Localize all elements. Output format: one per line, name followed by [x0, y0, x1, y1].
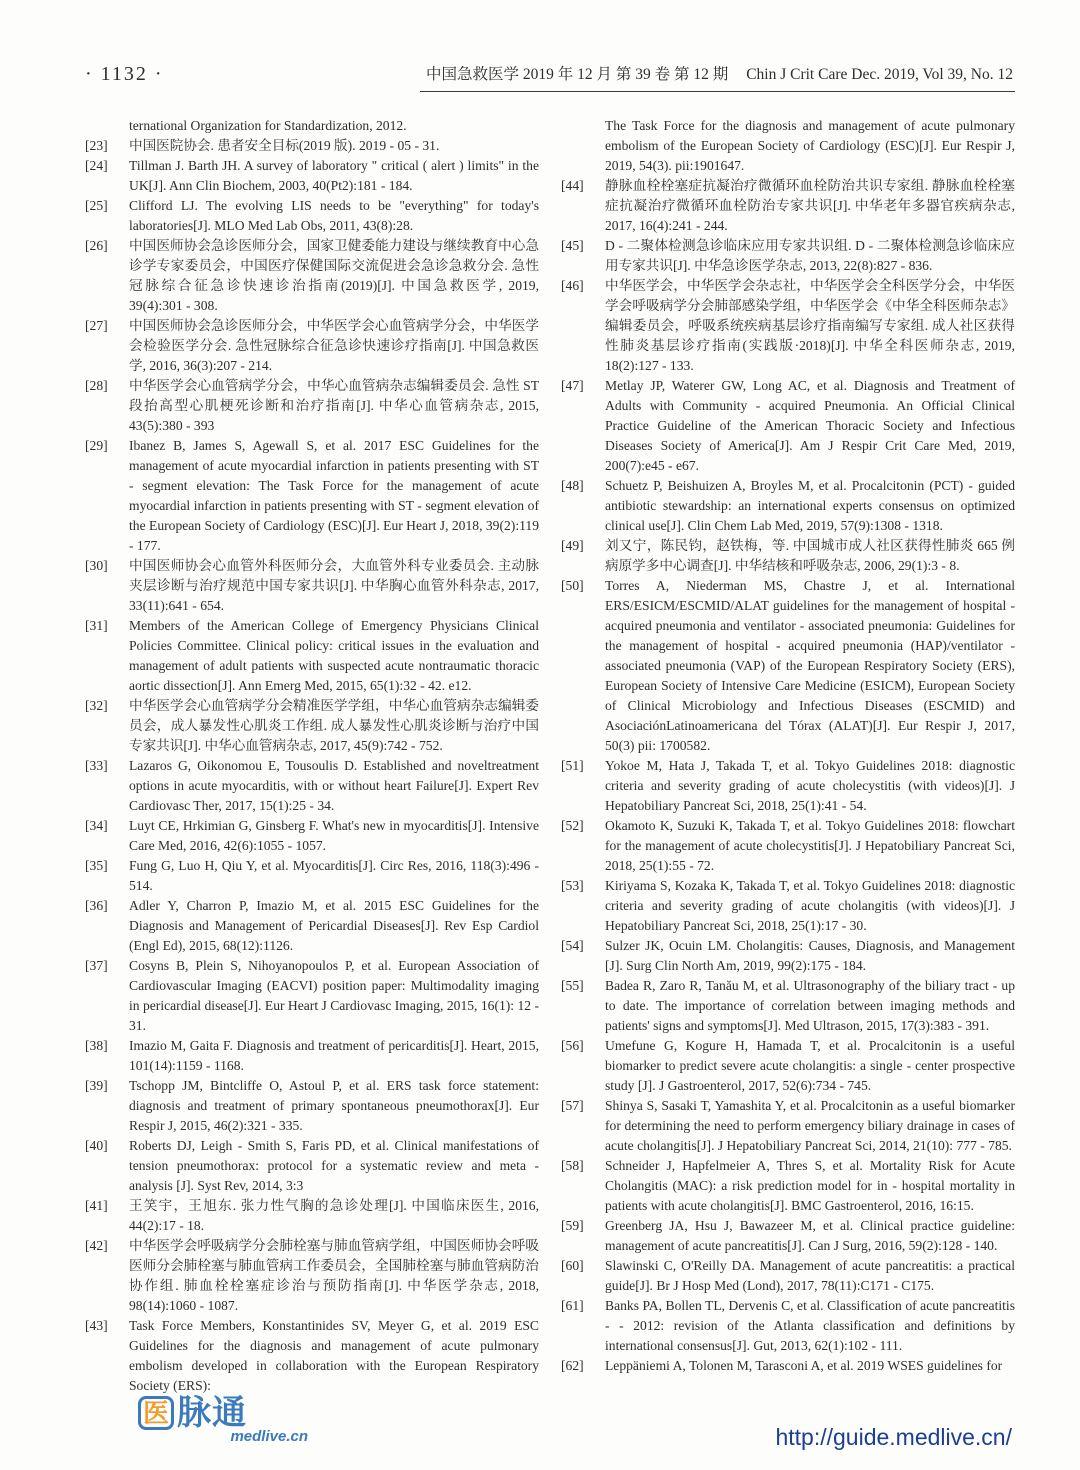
table-row [85, 756, 539, 816]
reference-number: [37] [85, 958, 108, 973]
reference-text: 中华医学会呼吸病学分会肺栓塞与肺血管病学组，中国医师协会呼吸医师分会肺栓塞与肺血管病工作委员会，全国肺栓塞与肺血管病防治协作组. 肺血栓栓塞症诊治与预防指南[J]. 中华医学杂志, 2018, 98(14):1060 - 1087. [129, 1238, 539, 1313]
reference-number: [54] [561, 938, 584, 953]
reference-text: 刘又宁，陈民钧，赵铁梅，等. 中国城市成人社区获得性肺炎 665 例病原学多中心调查[J]. 中华结核和呼吸杂志, 2006, 29(1):3 - 8. [605, 538, 1015, 573]
reference-text: D - 二聚体检测急诊临床应用专家共识组. D - 二聚体检测急诊临床应用专家共识[J]. 中华急诊医学杂志, 2013, 22(8):827 - 836. [605, 238, 1015, 273]
reference-text: Cosyns B, Plein S, Nihoyanopoulos P, et al. European Association of Cardiovascular Imaging (EACVI) position paper: Multimodality imaging in pericardial disease[J]. Eur Heart J Cardiovasc Imaging, 2015, 16(1): 12 - 31. [129, 958, 539, 1033]
reference-text: The Task Force for the diagnosis and management of acute pulmonary embolism of the European Society of Cardiology (ESC)[J]. Eur Respir J, 2019, 54(3). pii:1901647. [605, 118, 1015, 173]
table-row [85, 1036, 539, 1076]
table-row [561, 276, 1015, 376]
reference-text: Torres A, Niederman MS, Chastre J, et al. International ERS/ESICM/ESCMID/ALAT guidelines for the management of hospital - acquired pneumonia and ventilator - associated pneumonia: Guidelines for the management of hospital - acquired pneumonia (HAP)/ventilator - associated pneumonia (VAP) of the European Respiratory Society (ERS), European Society of Intensive Care Medicine (ESICM), European Society of Clinical Microbiology and Infectious Diseases (ESCMID) and AsociaciónLatinoamericana del Tórax (ALAT)[J]. Eur Respir J, 2017, 50(3) pii: 1700582. [605, 578, 1015, 753]
reference-text: 中华医学会心血管病学分会精准医学学组，中华心血管病杂志编辑委员会，成人暴发性心肌炎工作组. 成人暴发性心肌炎诊断与治疗中国专家共识[J]. 中华心血管病杂志, 2017, 45(9):742 - 752. [129, 698, 539, 753]
reference-number: [62] [561, 1358, 584, 1373]
reference-number [561, 116, 595, 176]
table-row [561, 1036, 1015, 1096]
reference-text: Members of the American College of Emergency Physicians Clinical Policies Committee. Clinical policy: critical issues in the evaluation and management of adult patients with suspected acute nontraumatic thoracic aortic dissection[J]. Ann Emerg Med, 2015, 65(1):32 - 42. e12. [129, 618, 539, 693]
reference-text: Roberts DJ, Leigh - Smith S, Faris PD, et al. Clinical manifestations of tension pneumothorax: protocol for a systematic review and meta - analysis [J]. Syst Rev, 2014, 3:3 [129, 1138, 539, 1193]
reference-columns [85, 116, 1015, 1396]
reference-number: [27] [85, 318, 108, 333]
reference-number: [28] [85, 378, 108, 393]
reference-number: [31] [85, 618, 108, 633]
table-row [561, 116, 1015, 176]
reference-number: [60] [561, 1258, 584, 1273]
reference-text: Sulzer JK, Ocuin LM. Cholangitis: Causes, Diagnosis, and Management [J]. Surg Clin North Am, 2019, 99(2):175 - 184. [605, 938, 1015, 973]
reference-text: Schneider J, Hapfelmeier A, Thres S, et al. Mortality Risk for Acute Cholangitis (MAC): a risk prediction model for in - hospital mortality in patients with acute cholangitis[J]. BMC Gastroenterol, 2016, 16:15. [605, 1158, 1015, 1213]
table-row [85, 136, 539, 156]
reference-number: [26] [85, 238, 108, 253]
table-row [561, 816, 1015, 876]
reference-text: Leppäniemi A, Tolonen M, Tarasconi A, et al. 2019 WSES guidelines for [605, 1358, 1003, 1373]
table-row [85, 956, 539, 1036]
journal-title-zh: 中国急救医学 2019 年 12 月 第 39 卷 第 12 期 [425, 66, 729, 83]
reference-number: [34] [85, 818, 108, 833]
reference-number: [55] [561, 978, 584, 993]
journal-title [420, 62, 1015, 92]
reference-text: Shinya S, Sasaki T, Yamashita Y, et al. Procalcitonin as a useful biomarker for determining the need to perform emergency biliary drainage in cases of acute cholangitis[J]. J Hepatobiliary Pancreat Sci, 2014, 21(10): 777 - 785. [605, 1098, 1015, 1153]
table-row [85, 316, 539, 376]
reference-number: [61] [561, 1298, 584, 1313]
reference-number: [51] [561, 758, 584, 773]
reference-text: Lazaros G, Oikonomou E, Tousoulis D. Established and noveltreatment options in acute myocarditis, with or without heart Failure[J]. Expert Rev Cardiovasc Ther, 2017, 15(1):25 - 34. [129, 758, 539, 813]
table-row [85, 1316, 539, 1396]
table-row [85, 816, 539, 856]
reference-text: 中国医院协会. 患者安全目标(2019 版). 2019 - 05 - 31. [129, 138, 440, 153]
table-row [561, 1296, 1015, 1356]
reference-text: Metlay JP, Waterer GW, Long AC, et al. Diagnosis and Treatment of Adults with Community - acquired Pneumonia. An Official Clinical Practice Guideline of the American Thoracic Society and Infectious Diseases Society of America[J]. Am J Respir Crit Care Med, 2019, 200(7):e45 - e67. [605, 378, 1015, 473]
reference-number: [23] [85, 138, 108, 153]
table-row [561, 1356, 1015, 1376]
reference-text: ternational Organization for Standardization, 2012. [129, 118, 407, 133]
table-row [85, 696, 539, 756]
table-row [561, 1156, 1015, 1216]
reference-text: 中华医学会心血管病学分会，中华心血管病杂志编辑委员会. 急性 ST 段抬高型心肌梗死诊断和治疗指南[J]. 中华心血管病杂志, 2015, 43(5):380 - 393 [129, 378, 539, 433]
table-row [85, 616, 539, 696]
reference-text: 中国医师协会心血管外科医师分会，大血管外科专业委员会. 主动脉夹层诊断与治疗规范中国专家共识[J]. 中华胸心血管外科杂志, 2017, 33(11):641 - 654. [129, 558, 539, 613]
reference-number: [41] [85, 1198, 108, 1213]
reference-text: Ibanez B, James S, Agewall S, et al. 2017 ESC Guidelines for the management of acute myocardial infarction in patients presenting with ST - segment elevation: The Task Force for the management of acute myocardial infarction in patients presenting with ST - segment elevation of the European Society of Cardiology (ESC)[J]. Eur Heart J, 2018, 39(2):119 - 177. [129, 438, 539, 553]
reference-text: Clifford LJ. The evolving LIS needs to be "everything" for today's laboratories[J]. MLO Med Lab Obs, 2011, 43(8):28. [129, 198, 539, 233]
reference-number: [47] [561, 378, 584, 393]
table-row [85, 1196, 539, 1236]
reference-number: [53] [561, 878, 584, 893]
reference-number: [36] [85, 898, 108, 913]
reference-text: Badea R, Zaro R, Tanău M, et al. Ultrasonography of the biliary tract - up to date. The importance of correlation between imaging methods and patients' signs and symptoms[J]. Med Ultrason, 2015, 17(3):383 - 391. [605, 978, 1015, 1033]
table-row [85, 556, 539, 616]
table-row [561, 756, 1015, 816]
table-row [85, 896, 539, 956]
reference-text: Greenberg JA, Hsu J, Bawazeer M, et al. Clinical practice guideline: management of acute pancreatitis[J]. Can J Surg, 2016, 59(2):128 - 140. [605, 1218, 1015, 1253]
reference-number: [45] [561, 238, 584, 253]
reference-text: Adler Y, Charron P, Imazio M, et al. 2015 ESC Guidelines for the Diagnosis and Management of Pericardial Diseases[J]. Rev Esp Cardiol (Engl Ed), 2015, 68(12):1126. [129, 898, 539, 953]
table-row [561, 936, 1015, 976]
reference-text: Task Force Members, Konstantinides SV, Meyer G, et al. 2019 ESC Guidelines for the diagnosis and management of acute pulmonary embolism developed in collaboration with the European Respiratory Society (ERS): [129, 1318, 539, 1393]
reference-number: [42] [85, 1238, 108, 1253]
guide-link[interactable]: http://guide.medlive.cn/ [775, 1424, 1012, 1450]
reference-number: [58] [561, 1158, 584, 1173]
reference-number: [57] [561, 1098, 584, 1113]
table-row [85, 236, 539, 316]
reference-text: Yokoe M, Hata J, Takada T, et al. Tokyo Guidelines 2018: diagnostic criteria and severity grading of acute cholecystitis (with videos)[J]. J Hepatobiliary Pancreat Sci, 2018, 25(1):41 - 54. [605, 758, 1015, 813]
table-row [561, 536, 1015, 576]
reference-number: [35] [85, 858, 108, 873]
reference-text: Schuetz P, Beishuizen A, Broyles M, et al. Procalcitonin (PCT) - guided antibiotic stewardship: an international experts consensus on optimized clinical use[J]. Clin Chem Lab Med, 2019, 57(9):1308 - 1318. [605, 478, 1015, 533]
reference-number [85, 116, 119, 136]
reference-text: Slawinski C, O'Reilly DA. Management of acute pancreatitis: a practical guide[J]. Br J Hosp Med (Lond), 2017, 78(11):C171 - C175. [605, 1258, 1015, 1293]
reference-number: [50] [561, 578, 584, 593]
reference-number: [24] [85, 158, 108, 173]
reference-text: 王笑宇，王旭东. 张力性气胸的急诊处理[J]. 中国临床医生, 2016, 44(2):17 - 18. [129, 1198, 539, 1233]
table-row [561, 576, 1015, 756]
medlive-logo-char: 医 [142, 1398, 169, 1428]
reference-text: Tillman J. Barth JH. A survey of laboratory " critical ( alert ) limits" in the UK[J]. Ann Clin Biochem, 2003, 40(Pt2):181 - 184. [129, 158, 539, 193]
reference-number: [48] [561, 478, 584, 493]
table-row [85, 856, 539, 896]
reference-text: Banks PA, Bollen TL, Dervenis C, et al. Classification of acute pancreatitis - - 2012: revision of the Atlanta classification and definitions by international consensus[J]. Gut, 2013, 62(1):102 - 111. [605, 1298, 1015, 1353]
table-row [85, 156, 539, 196]
table-row [561, 376, 1015, 476]
table-row [85, 376, 539, 436]
reference-number: [40] [85, 1138, 108, 1153]
reference-number: [44] [561, 178, 584, 193]
reference-number: [49] [561, 538, 584, 553]
reference-number: [56] [561, 1038, 584, 1053]
reference-number: [25] [85, 198, 108, 213]
table-row [85, 116, 539, 136]
medlive-logo-icon [138, 1396, 174, 1430]
medlive-logo-text: 脉通 [177, 1394, 247, 1432]
reference-text: Kiriyama S, Kozaka K, Takada T, et al. Tokyo Guidelines 2018: diagnostic criteria and severity grading of acute cholangitis (with videos)[J]. J Hepatobiliary Pancreat Sci, 2018, 25(1):17 - 30. [605, 878, 1015, 933]
page-number: · 1132 · [85, 63, 164, 85]
journal-title-en: Chin J Crit Care Dec. 2019, Vol 39, No. 12 [746, 66, 1013, 83]
table-row [85, 196, 539, 236]
reference-text: 中华医学会，中华医学会杂志社，中华医学会全科医学分会，中华医学会呼吸病学分会肺部感染学组，中华医学会《中华全科医师杂志》编辑委员会，呼吸系统疾病基层诊疗指南编写专家组. 成人社区获得性肺炎基层诊疗指南(实践版·2018)[J]. 中华全科医师杂志, 2019, 18(2):127 - 133. [605, 278, 1015, 373]
reference-number: [29] [85, 438, 108, 453]
reference-number: [30] [85, 558, 108, 573]
reference-text: Imazio M, Gaita F. Diagnosis and treatment of pericarditis[J]. Heart, 2015, 101(14):1159 - 1168. [129, 1038, 539, 1073]
reference-column-right [561, 116, 1015, 1396]
page-header [85, 62, 1015, 92]
reference-number: [46] [561, 278, 584, 293]
reference-text: 中国医师协会急诊医师分会，中华医学会心血管病学分会，中华医学会检验医学分会. 急性冠脉综合征急诊快速诊疗指南[J]. 中国急救医学, 2016, 36(3):207 - 214. [129, 318, 539, 373]
table-row [561, 1096, 1015, 1156]
reference-number: [43] [85, 1318, 108, 1333]
table-row [85, 1236, 539, 1316]
reference-number: [39] [85, 1078, 108, 1093]
table-row [85, 1136, 539, 1196]
reference-text: Okamoto K, Suzuki K, Takada T, et al. Tokyo Guidelines 2018: flowchart for the management of acute cholecystitis[J]. J Hepatobiliary Pancreat Sci, 2018, 25(1):55 - 72. [605, 818, 1015, 873]
table-row [85, 1076, 539, 1136]
reference-text: Fung G, Luo H, Qiu Y, et al. Myocarditis[J]. Circ Res, 2016, 118(3):496 - 514. [129, 858, 539, 893]
medlive-logo [138, 1396, 308, 1445]
medlive-logo-subtext: medlive.cn [230, 1428, 308, 1445]
reference-number: [32] [85, 698, 108, 713]
table-row [561, 1256, 1015, 1296]
table-row [561, 1216, 1015, 1256]
reference-number: [59] [561, 1218, 584, 1233]
table-row [561, 976, 1015, 1036]
table-row [561, 876, 1015, 936]
reference-text: Tschopp JM, Bintcliffe O, Astoul P, et al. ERS task force statement: diagnosis and treatment of primary spontaneous pneumothorax[J]. Eur Respir J, 2015, 46(2):321 - 335. [129, 1078, 539, 1133]
reference-number: [52] [561, 818, 584, 833]
table-row [561, 176, 1015, 236]
table-row [561, 476, 1015, 536]
reference-text: Umefune G, Kogure H, Hamada T, et al. Procalcitonin is a useful biomarker to predict severe acute cholangitis: a single - center prospective study [J]. J Gastroenterol, 2017, 52(6):734 - 745. [605, 1038, 1015, 1093]
reference-text: Luyt CE, Hrkimian G, Ginsberg F. What's new in myocarditis[J]. Intensive Care Med, 2016, 42(6):1055 - 1057. [129, 818, 539, 853]
medlive-logo-row [138, 1396, 308, 1430]
reference-text: 中国医师协会急诊医师分会，国家卫健委能力建设与继续教育中心急诊学专家委员会，中国医疗保健国际交流促进会急诊急救分会. 急性冠脉综合征急诊快速诊治指南(2019)[J]. 中国急救医学, 2019, 39(4):301 - 308. [129, 238, 539, 313]
table-row [85, 436, 539, 556]
reference-column-left [85, 116, 539, 1396]
reference-number: [33] [85, 758, 108, 773]
reference-number: [38] [85, 1038, 108, 1053]
reference-text: 静脉血栓栓塞症抗凝治疗微循环血栓防治共识专家组. 静脉血栓栓塞症抗凝治疗微循环血栓防治专家共识[J]. 中华老年多器官疾病杂志, 2017, 16(4):241 - 244. [605, 178, 1015, 233]
table-row [561, 236, 1015, 276]
